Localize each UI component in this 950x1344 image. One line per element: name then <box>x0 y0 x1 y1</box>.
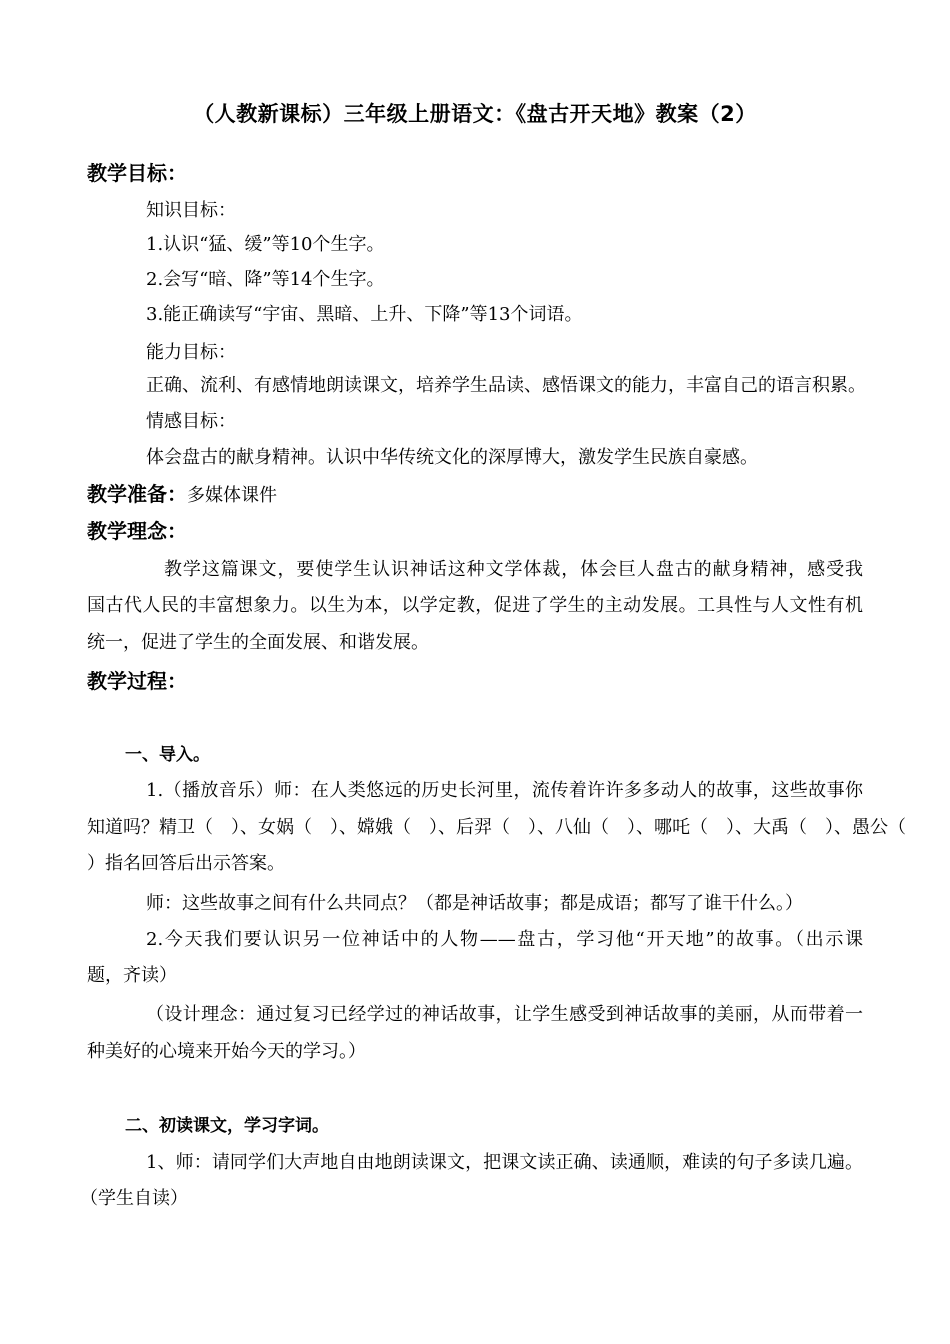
knowledge-objectives-label: 知识目标： <box>146 200 236 221</box>
section-heading-intro: 一、导入。 <box>125 745 210 765</box>
knowledge-item: 1.认识“猛、缓”等10个生字。 <box>146 234 385 255</box>
knowledge-item: 2.会写“暗、降”等14个生字。 <box>146 269 385 290</box>
philosophy-line: 教学这篇课文，要使学生认识神话这种文学体裁，体会巨人盘古的献身精神，感受我 <box>164 559 863 580</box>
philosophy-line: 国古代人民的丰富想象力。以生为本，以学定教，促进了学生的主动发展。工具性与人文性有机 <box>87 595 863 616</box>
intro-line: 题，齐读） <box>87 965 177 986</box>
knowledge-item: 3.能正确读写“宇宙、黑暗、上升、下降”等13个词语。 <box>146 304 583 325</box>
preparation-section <box>87 481 277 509</box>
intro-line: 2.今天我们要认识另一位神话中的人物——盘古，学习他“开天地”的故事。（出示课 <box>146 929 863 950</box>
intro-line: 1.（播放音乐）师：在人类悠远的历史长河里，流传着许许多多动人的故事，这些故事你 <box>146 780 863 801</box>
first-reading-line: （学生自读） <box>80 1188 188 1209</box>
preparation-text: 多媒体课件 <box>187 485 277 506</box>
design-note-line: （设计理念：通过复习已经学过的神话故事，让学生感受到神话故事的美丽，从而带着一 <box>146 1004 863 1025</box>
process-heading: 教学过程： <box>87 669 187 693</box>
intro-line: 师：这些故事之间有什么共同点？（都是神话故事；都是成语；都写了谁干什么。） <box>146 893 803 914</box>
emotion-objectives-text: 体会盘古的献身精神。认识中华传统文化的深厚博大，激发学生民族自豪感。 <box>146 447 758 468</box>
ability-objectives-text: 正确、流利、有感情地朗读课文，培养学生品读、感悟课文的能力，丰富自己的语言积累。 <box>146 375 866 396</box>
philosophy-line: 统一，促进了学生的全面发展、和谐发展。 <box>87 632 429 653</box>
ability-objectives-label: 能力目标： <box>146 342 236 363</box>
document-title: （人教新课标）三年级上册语文：《盘古开天地》教案（2） <box>193 102 757 126</box>
emotion-objectives-label: 情感目标： <box>146 411 236 432</box>
philosophy-heading: 教学理念： <box>87 519 187 543</box>
intro-line: ）指名回答后出示答案。 <box>87 853 285 874</box>
preparation-heading: 教学准备： <box>87 482 187 506</box>
section-heading-first-reading: 二、初读课文，学习字词。 <box>125 1116 329 1136</box>
intro-line: 知道吗？精卫（ ）、女娲（ ）、嫦娥（ ）、后羿（ ）、八仙（ ）、哪吒（ ）、大禹（ ）、愚公（ <box>87 817 906 838</box>
first-reading-line: 1、师：请同学们大声地自由地朗读课文，把课文读正确、读通顺，难读的句子多读几遍。 <box>146 1152 863 1173</box>
design-note-line: 种美好的心境来开始今天的学习。） <box>87 1041 366 1062</box>
objectives-heading: 教学目标： <box>87 161 187 185</box>
